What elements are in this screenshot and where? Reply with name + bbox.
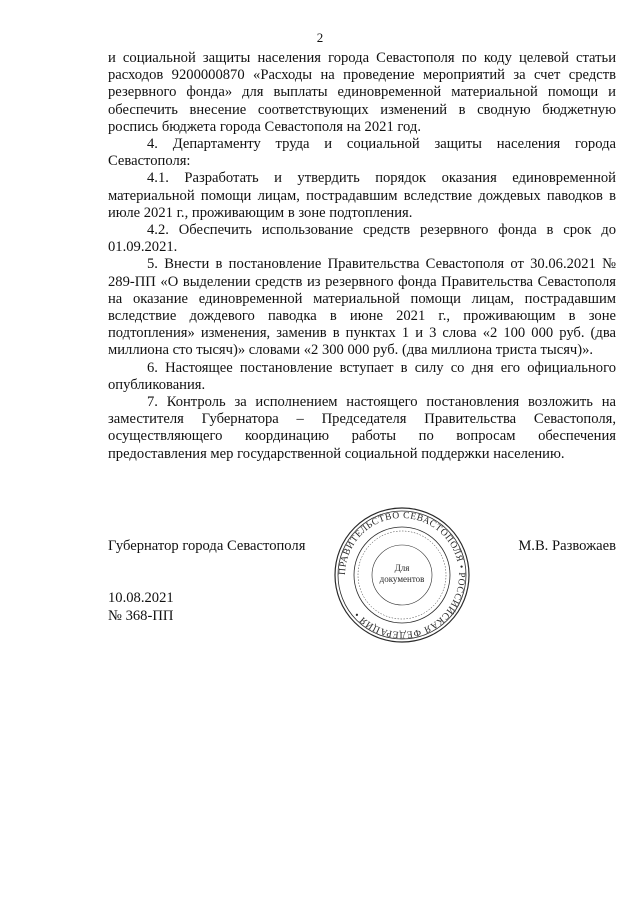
page-number: 2 — [316, 30, 324, 45]
paragraph-item-5: 5. Внести в постановление Правительства Севастополя от 30.06.2021 № 289-ПП «О выделении средств из резервного фонда Правительства Севастополя на оказание единовременной материальной помощи лицам, пострадавшим вследствие дождевого паводка в июне 2021 г., проживающим в зоне подтопления» изменения, заменив в пунктах 1 и 3 слова «2 100 000 руб. (два миллиона сто тысяч)» словами «2 300 000 руб. (два миллиона триста тысяч)». — [108, 256, 616, 359]
seal-center-line1: Для — [394, 563, 410, 573]
signatory-name: М.В. Развожаев — [518, 538, 616, 554]
paragraph-item-4-1: 4.1. Разработать и утвердить порядок оказания единовременной материальной помощи лицам, пострадавшим вследствие дождевых паводков в июле 2021 г., проживающим в зоне подтопления. — [108, 170, 616, 221]
paragraph-item-7: 7. Контроль за исполнением настоящего постановления возложить на заместителя Губернатора – Председателя Правительства Севастополя, осуществляющего координацию работы по вопросам обеспечения предоставления мер государственной социальной поддержки населению. — [108, 394, 616, 462]
seal-center-line2: документов — [379, 574, 425, 584]
paragraph-continuation: и социальной защиты населения города Севастополя по коду целевой статьи расходов 9200000870 «Расходы на проведение мероприятий за счет средств резервного фонда» для выплаты единовременной материальной помощи и обеспечить внесение соответствующих изменений в сводную бюджетную роспись бюджета города Севастополя на 2021 год. — [108, 50, 616, 135]
document-date: 10.08.2021 — [108, 590, 174, 606]
document-number: № 368-ПП — [108, 607, 174, 624]
official-seal — [332, 505, 472, 645]
paragraph-item-6: 6. Настоящее постановление вступает в силу со дня его официального опубликования. — [108, 359, 616, 393]
seal-outer-text: ПРАВИТЕЛЬСТВО СЕВАСТОПОЛЯ • РОССИЙСКАЯ ФЕДЕРАЦИЯ • — [337, 510, 467, 640]
paragraph-item-4: 4. Департаменту труда и социальной защиты населения города Севастополя: — [108, 136, 616, 170]
document-body — [108, 50, 616, 463]
paragraph-item-4-2: 4.2. Обеспечить использование средств резервного фонда в срок до 01.09.2021. — [108, 222, 616, 256]
signatory-title: Губернатор города Севастополя — [108, 538, 306, 554]
document-meta — [108, 590, 174, 625]
